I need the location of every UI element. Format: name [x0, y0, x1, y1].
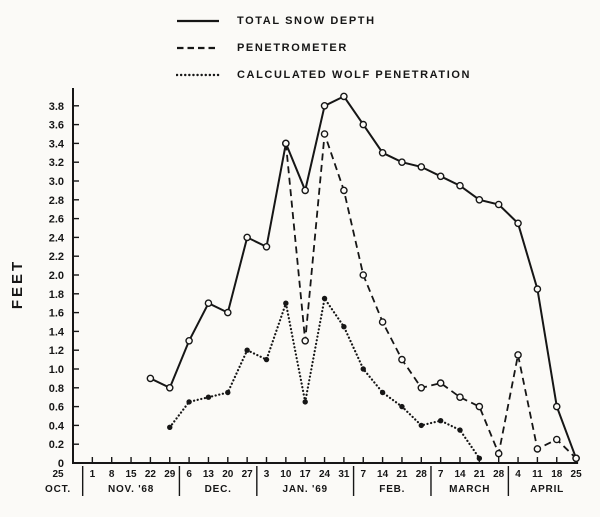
data-point-marker [341, 324, 346, 329]
x-tick-label: 7 [437, 469, 444, 480]
x-tick-label: 21 [396, 469, 408, 480]
x-tick-label: 7 [360, 469, 367, 480]
data-point-marker [244, 348, 249, 353]
data-point-marker [515, 220, 521, 226]
x-tick-label: 4 [515, 469, 521, 480]
month-label: JAN. '69 [282, 484, 328, 495]
x-tick-label: 25 [570, 469, 582, 480]
x-tick-label: 25 [52, 469, 64, 480]
y-tick-label: 2.8 [48, 194, 64, 207]
y-tick-label: 0.8 [48, 382, 64, 395]
data-point-marker [418, 385, 424, 391]
data-point-marker [418, 164, 424, 170]
data-point-marker [438, 418, 443, 423]
data-point-marker [361, 366, 366, 371]
y-tick-label: 1.0 [48, 364, 64, 376]
data-point-marker [457, 427, 462, 432]
y-tick-label: 3.2 [48, 157, 64, 170]
legend [176, 15, 471, 96]
data-point-marker [167, 425, 172, 430]
x-tick-label: 27 [241, 469, 253, 480]
y-tick-label: 3.8 [48, 100, 64, 113]
series-line-dashed [286, 134, 576, 458]
month-label: OCT. [45, 484, 71, 495]
month-label: APRIL [530, 484, 565, 495]
data-point-marker [321, 131, 327, 137]
data-point-marker [380, 390, 385, 395]
x-tick-label: 6 [186, 469, 192, 480]
data-point-marker [380, 319, 386, 325]
data-point-marker [419, 423, 424, 428]
x-tick-label: 14 [377, 469, 389, 480]
data-point-marker [302, 187, 308, 193]
legend-item [176, 69, 471, 81]
legend-line-sample-dashed [176, 42, 220, 54]
data-point-marker [186, 399, 191, 404]
data-point-marker [399, 404, 404, 409]
x-tick-label: 18 [551, 469, 563, 480]
data-point-marker [283, 301, 288, 306]
data-point-marker [341, 187, 347, 193]
x-tick-label: 1 [89, 469, 96, 480]
data-point-marker [496, 451, 502, 457]
data-point-marker [264, 357, 269, 362]
y-tick-label: 2.2 [48, 251, 64, 264]
y-tick-label: 1.2 [48, 345, 64, 358]
month-label: MARCH [449, 484, 491, 495]
data-point-marker [534, 446, 540, 452]
month-label: DEC. [204, 484, 232, 495]
data-point-marker [360, 122, 366, 128]
legend-line-sample-dotted [176, 69, 220, 81]
x-tick-label: 22 [144, 469, 156, 480]
x-tick-label: 14 [454, 469, 466, 480]
legend-item [176, 42, 471, 54]
x-tick-label: 8 [108, 469, 115, 480]
month-label: NOV. '68 [107, 484, 155, 495]
data-point-marker [360, 272, 366, 278]
data-point-marker [496, 201, 502, 207]
data-point-marker [476, 404, 482, 410]
data-point-marker [534, 286, 540, 292]
data-point-marker [263, 244, 269, 250]
y-tick-label: 1.8 [48, 288, 64, 301]
x-tick-label: 28 [415, 469, 427, 480]
y-tick-label: 3.0 [48, 176, 64, 188]
x-tick-label: 29 [164, 469, 176, 480]
data-point-marker [147, 375, 153, 381]
data-point-marker [302, 338, 308, 344]
data-point-marker [515, 352, 521, 358]
data-point-marker [167, 385, 173, 391]
x-tick-label: 11 [532, 469, 543, 480]
y-tick-label: 0 [57, 458, 64, 470]
y-tick-label: 1.4 [48, 326, 64, 339]
x-tick-label: 21 [473, 469, 485, 480]
y-tick-label: 1.6 [48, 307, 64, 320]
x-tick-label: 20 [222, 469, 234, 480]
legend-label: CALCULATED WOLF PENETRATION [237, 69, 472, 81]
y-tick-label: 3.6 [48, 119, 64, 132]
data-point-marker [303, 399, 308, 404]
data-point-marker [380, 150, 386, 156]
y-tick-label: 0.4 [48, 420, 64, 433]
data-point-marker [322, 296, 327, 301]
x-tick-label: 13 [202, 469, 215, 480]
y-tick-label: 0.6 [48, 401, 64, 414]
x-tick-label: 15 [125, 469, 137, 480]
data-point-marker [399, 159, 405, 165]
data-point-marker [225, 310, 231, 316]
data-point-marker [283, 140, 289, 146]
data-point-marker [186, 338, 192, 344]
data-point-marker [554, 404, 560, 410]
data-point-marker [321, 103, 327, 109]
data-point-marker [244, 234, 250, 240]
y-axis-title: FEET [9, 258, 26, 310]
x-tick-label: 31 [338, 469, 350, 480]
y-tick-label: 2.4 [48, 232, 64, 245]
y-tick-label: 3.4 [48, 138, 64, 151]
data-point-marker [457, 183, 463, 189]
y-tick-label: 2.0 [48, 270, 64, 282]
data-point-marker [438, 380, 444, 386]
data-point-marker [476, 197, 482, 203]
data-point-marker [438, 173, 444, 179]
x-tick-label: 17 [299, 469, 311, 480]
data-point-marker [399, 357, 405, 363]
legend-line-sample-solid [176, 15, 220, 27]
legend-item [176, 15, 471, 27]
data-point-marker [225, 390, 230, 395]
x-tick-label: 28 [493, 469, 505, 480]
data-point-marker [206, 395, 211, 400]
x-tick-label: 24 [318, 469, 331, 480]
data-point-marker [554, 436, 560, 442]
data-point-marker [457, 394, 463, 400]
data-point-marker [477, 456, 482, 461]
data-point-marker [205, 300, 211, 306]
axis-lines [73, 88, 578, 463]
data-point-marker [573, 455, 579, 461]
legend-label: PENETROMETER [237, 42, 348, 54]
month-label: FEB. [379, 484, 406, 495]
legend-label: TOTAL SNOW DEPTH [237, 15, 376, 27]
y-tick-label: 2.6 [48, 213, 64, 226]
series-line-dotted [170, 299, 480, 459]
y-tick-label: 0.2 [48, 439, 64, 452]
x-tick-label: 3 [263, 469, 270, 480]
x-tick-label: 10 [280, 469, 292, 480]
